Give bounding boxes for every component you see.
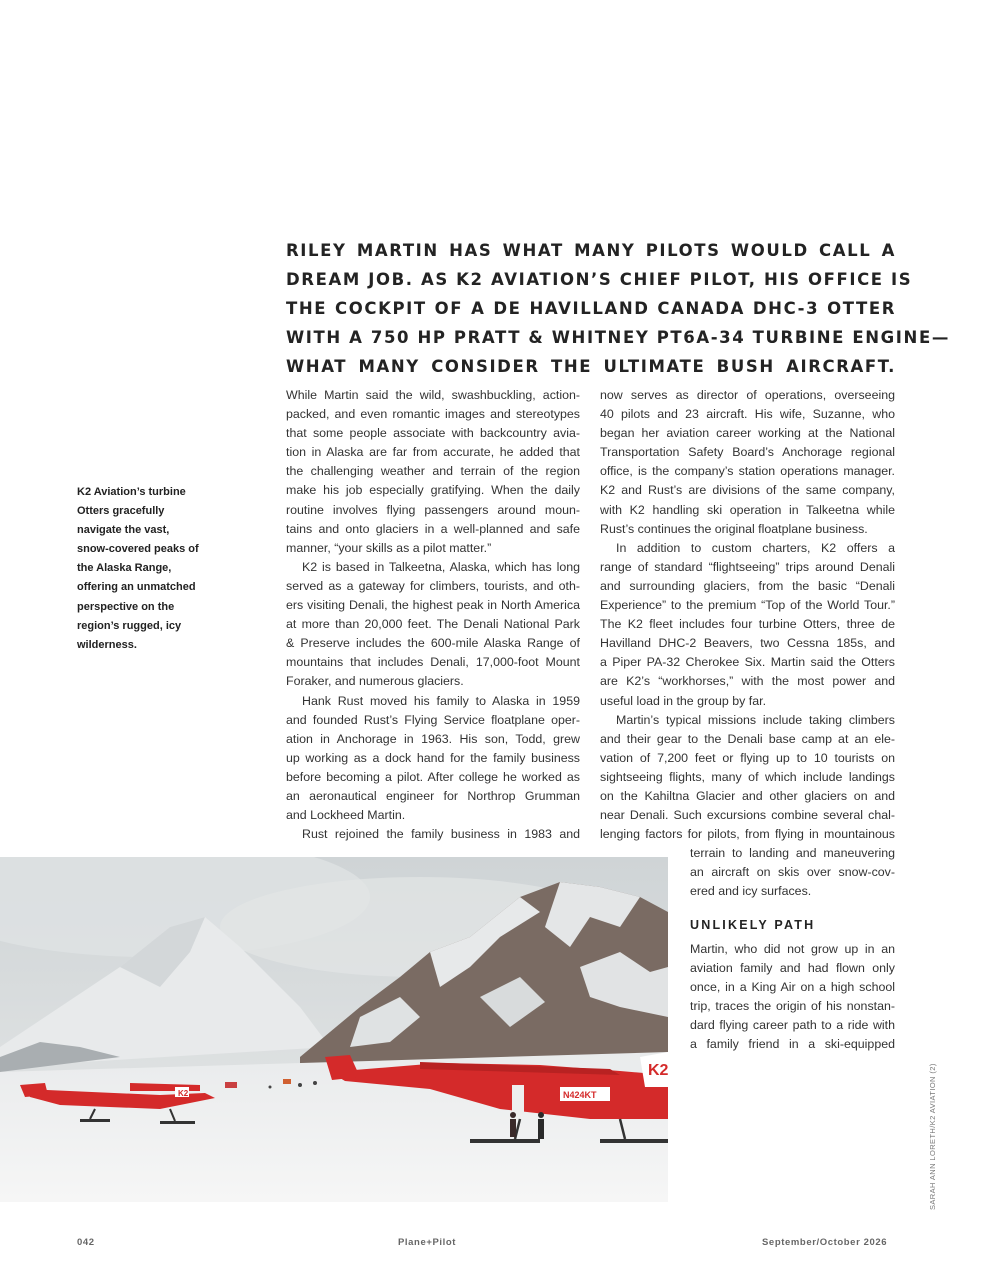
deck-line: WITH A 750 HP PRATT & WHITNEY PT6A-34 TURBINE ENGINE— bbox=[286, 328, 950, 347]
body-line: Martin, who did not grow up in an bbox=[690, 942, 895, 956]
body-line: Transportation Safety Board’s Anchorage regional bbox=[600, 445, 895, 460]
body-line: Foraker, and numerous glaciers. bbox=[286, 674, 464, 689]
body-line: with K2 handling ski operation in Talkeetna while bbox=[600, 502, 895, 517]
body-line: make his job especially gratifying. When the daily bbox=[286, 483, 580, 498]
caption-line: navigate the vast, bbox=[77, 524, 170, 537]
body-line: dard flying career path to a ride with bbox=[690, 1018, 895, 1033]
body-line: now serves as director of operations, overseeing bbox=[600, 388, 895, 402]
caption-line: perspective on the bbox=[77, 600, 175, 613]
body-line: While Martin said the wild, swashbuckling, action- bbox=[286, 388, 580, 402]
body-line: K2 is based in Talkeetna, Alaska, which has long bbox=[302, 559, 580, 574]
body-line: tains and onto glaciers in a well-planned and safe bbox=[286, 521, 580, 536]
body-line: Martin’s typical missions include taking climbers bbox=[616, 712, 895, 727]
body-line: an aircraft on skis over snow-cov- bbox=[690, 865, 895, 880]
body-column-2 bbox=[600, 386, 895, 844]
body-line: lenging factors for pilots, from flying in mountainous bbox=[600, 827, 895, 842]
body-line: and surrounding glaciers, from the basic “Denali bbox=[600, 578, 895, 593]
body-line: and Lockheed Martin. bbox=[286, 808, 406, 823]
deck-line: THE COCKPIT OF A DE HAVILLAND CANADA DHC-3 OTTER bbox=[286, 299, 896, 318]
body-line: up working as a dock hand for the family business bbox=[286, 750, 580, 765]
body-column-2-continued bbox=[690, 844, 895, 901]
glacier-photo-illustration bbox=[0, 857, 668, 1202]
body-line: trip, traces the origin of his nonstan- bbox=[690, 999, 895, 1014]
article-deck bbox=[286, 236, 950, 381]
plane-logo: K2 bbox=[648, 1062, 668, 1079]
body-line: Rust rejoined the family business in 1983 and bbox=[302, 827, 580, 842]
body-line: tion in Alaska are far from accurate, he added that bbox=[286, 445, 580, 460]
body-line: In addition to custom charters, K2 offers a bbox=[616, 540, 895, 555]
body-line: 40 pilots and 23 aircraft. His wife, Suzanne, who bbox=[600, 407, 895, 422]
body-line: on the Kahiltna Glacier and other glaciers on and bbox=[600, 788, 895, 803]
body-line: ation in Anchorage in 1963. His son, Todd, grew bbox=[286, 731, 580, 746]
photo-caption bbox=[77, 483, 217, 655]
body-line: are K2’s “workhorses,” with the most power and bbox=[600, 674, 895, 689]
caption-line: K2 Aviation’s turbine bbox=[77, 486, 186, 498]
body-line: once, in a King Air on a high school bbox=[690, 980, 895, 995]
body-line: ered and icy surfaces. bbox=[690, 884, 812, 899]
body-line: at more than 20,000 feet. The Denali National Park bbox=[286, 617, 580, 632]
deck-line: RILEY MARTIN HAS WHAT MANY PILOTS WOULD CALL A bbox=[286, 241, 896, 260]
body-line: aviation family and had flown only bbox=[690, 961, 895, 976]
caption-line: snow-covered peaks of bbox=[77, 543, 199, 556]
body-line: office, is the company’s station operations manager. bbox=[600, 464, 895, 479]
body-line: vation of 7,200 feet or flying up to 10 tourists on bbox=[600, 750, 895, 765]
body-line: and their gear to the Denali base camp at an ele- bbox=[600, 731, 895, 746]
body-line: Rust’s continues the original floatplane business. bbox=[600, 521, 868, 536]
caption-line: the Alaska Range, bbox=[77, 562, 172, 575]
body-line: an aeronautical engineer for Northrop Grumman bbox=[286, 788, 580, 803]
body-line: useful load in the group by far. bbox=[600, 693, 767, 708]
body-line: The K2 fleet includes four turbine Otters, three de bbox=[600, 617, 895, 632]
body-line: that some people associate with backcountry avia- bbox=[286, 426, 580, 441]
body-line: Havilland DHC-2 Beavers, two Cessna 185s, and bbox=[600, 636, 895, 651]
body-line: terrain to landing and maneuvering bbox=[690, 846, 895, 860]
deck-line: DREAM JOB. AS K2 AVIATION’S CHIEF PILOT, HIS OFFICE IS bbox=[286, 270, 913, 289]
body-line: Hank Rust moved his family to Alaska in 1959 bbox=[302, 693, 580, 708]
caption-line: wilderness. bbox=[77, 638, 137, 651]
body-line: ers visiting Denali, the highest peak in North America bbox=[286, 598, 580, 613]
body-line: mountains that includes Denali, 17,000-foot Mount bbox=[286, 655, 580, 670]
body-line: & Preserve includes the 600-mile Alaska Range of bbox=[286, 636, 580, 651]
glacier-photo bbox=[0, 857, 668, 1202]
body-line: range of standard “flightseeing” trips around Denali bbox=[600, 559, 895, 574]
body-line: began her aviation career working at the National bbox=[600, 426, 895, 441]
body-column-3 bbox=[690, 940, 895, 1055]
body-line: and founded Rust’s Flying Service floatplane oper- bbox=[286, 712, 580, 727]
magazine-name: Plane+Pilot bbox=[398, 1237, 457, 1248]
caption-line: offering an unmatched bbox=[77, 581, 196, 594]
small-plane-logo: K2 bbox=[178, 1089, 189, 1098]
photo-credit: SARAH ANN LORETH/K2 AVIATION (2) bbox=[928, 1063, 937, 1210]
body-line: a family friend in a ski-equipped bbox=[690, 1037, 895, 1052]
body-line: routine involves flying passengers around moun- bbox=[286, 502, 580, 517]
body-line: sightseeing flights, many of which include landings bbox=[600, 769, 895, 784]
body-line: manner, “your skills as a pilot matter.” bbox=[286, 540, 492, 555]
body-column-1 bbox=[286, 386, 580, 844]
body-line: K2 and Rust’s are divisions of the same company, bbox=[600, 483, 895, 498]
plane-registration: N424KT bbox=[563, 1090, 597, 1100]
section-subhead: UNLIKELY PATH bbox=[690, 918, 816, 932]
body-line: a Piper PA-32 Cherokee Six. Martin said the Otters bbox=[600, 655, 895, 670]
deck-line: WHAT MANY CONSIDER THE ULTIMATE BUSH AIRCRAFT. bbox=[286, 357, 896, 376]
issue-date: September/October 2026 bbox=[762, 1237, 888, 1248]
body-line: served as a gateway for climbers, tourists, and oth- bbox=[286, 578, 580, 593]
body-line: Experience” to the premium “Top of the World Tour.” bbox=[600, 598, 895, 613]
body-line: packed, and even romantic images and stereotypes bbox=[286, 407, 580, 422]
caption-line: region’s rugged, icy bbox=[77, 619, 182, 632]
body-line: before becoming a pilot. After college he worked as bbox=[286, 769, 580, 784]
body-line: near Denali. Such excursions combine several chal- bbox=[600, 808, 895, 823]
caption-line: Otters gracefully bbox=[77, 505, 165, 518]
body-line: the challenging weather and terrain of the region bbox=[286, 464, 580, 479]
page-number: 042 bbox=[77, 1237, 95, 1248]
